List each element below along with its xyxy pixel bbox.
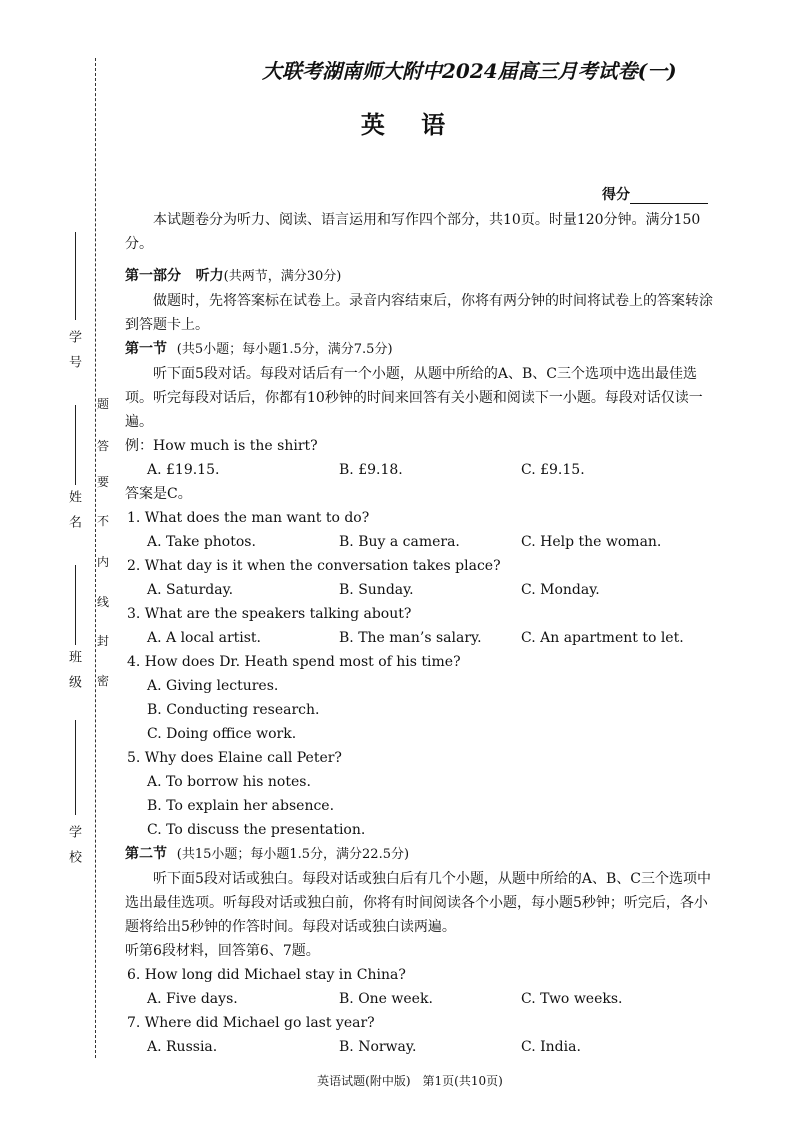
question-1-options [125,530,715,554]
seal-char: 答 [97,439,110,453]
exam-title: 大联考湖南师大附中2024届高三月考试卷(一) [262,59,677,83]
option-a: A. £19.15. [147,462,220,478]
question-6: 6. How long did Michael stay in China? [127,967,406,983]
part1-note: (共两节，满分30分) [223,269,342,284]
seal-char: 密 [97,674,110,688]
question-2: 2. What day is it when the conversation takes place? [127,558,501,574]
question-6-options [125,987,715,1011]
question-7-options [125,1035,715,1059]
score-box [602,184,708,204]
option-c: C. India. [521,1039,581,1055]
part1-title: 听力 [195,268,224,284]
seal-char: 题 [97,397,110,411]
option-a: A. Five days. [147,991,238,1007]
option-a: A. Saturday. [147,582,234,598]
option-a: A. A local artist. [147,630,261,646]
section1-instruction: 听下面5段对话。每段对话后有一个小题，从题中所给的A、B、C三个选项中选出最佳选项。听完每段对话后，你都有10秒钟的时间来回答有关小题和阅读下一小题。每段对话仅读一遍。 [125,366,703,430]
name-line [75,405,76,485]
class-line [75,565,76,645]
section1-heading [125,337,715,362]
question-3-options [125,626,715,650]
page-footer: 英语试题(附中版) 第1页(共10页) [317,1074,503,1088]
example-options [125,458,715,482]
section1-note: (共5小题；每小题1.5分，满分7.5分) [176,342,393,357]
part1-label: 第一部分 [125,268,181,284]
option-c: C. Doing office work. [147,726,297,742]
class-label: 班 级 [66,650,81,693]
intro-text: 本试题卷分为听力、阅读、语言运用和写作四个部分，共10页。时量120分钟。满分150分。 [125,212,701,252]
score-blank[interactable] [630,189,708,204]
question-4: 4. How does Dr. Heath spend most of his time? [127,654,461,670]
option-b: B. Norway. [339,1039,417,1055]
option-a: A. Take photos. [147,534,256,550]
option-b: B. Sunday. [339,582,414,598]
option-b: B. To explain her absence. [147,798,335,814]
option-a: A. Russia. [147,1039,218,1055]
section2-instruction: 听下面5段对话或独白。每段对话或独白后有几个小题，从题中所给的A、B、C三个选项中选出最佳选项。听每段对话或独白前，你将有时间阅读各个小题，每小题5秒钟；听完后，各小题将给出5秒钟的作答时间。每段对话或独白读两遍。 [125,871,712,935]
part1-instruction: 做题时，先将答案标在试卷上。录音内容结束后，你将有两分钟的时间将试卷上的答案转涂到答题卡上。 [125,293,713,333]
seal-char: 线 [97,595,110,609]
option-c: C. Two weeks. [521,991,623,1007]
option-c: C. To discuss the presentation. [147,822,366,838]
option-b: B. Conducting research. [147,702,320,718]
name-label: 姓 名 [66,490,81,533]
student-id-line [75,232,76,320]
example-question: 例：How much is the shirt? [125,438,318,454]
option-c: C. Monday. [521,582,600,598]
example-answer: 答案是C。 [125,486,192,502]
student-id-label: 学 号 [66,330,81,373]
seal-line [95,58,96,1058]
option-b: B. The man’s salary. [339,630,482,646]
section2-heading [125,842,715,867]
seal-char: 封 [97,634,110,648]
option-b: B. £9.18. [339,462,403,478]
question-5: 5. Why does Elaine call Peter? [127,750,342,766]
section1-label: 第一节 [125,341,167,357]
question-3: 3. What are the speakers talking about? [127,606,412,622]
question-2-options [125,578,715,602]
section2-note: (共15小题；每小题1.5分，满分22.5分) [176,847,410,862]
section2-label: 第二节 [125,846,167,862]
seal-char: 内 [97,555,110,569]
question-1: 1. What does the man want to do? [127,510,370,526]
exam-content [125,208,715,1059]
option-c: C. An apartment to let. [521,630,684,646]
seal-char: 不 [97,514,110,528]
binding-gutter [0,0,120,1123]
option-b: B. Buy a camera. [339,534,460,550]
question-7: 7. Where did Michael go last year? [127,1015,375,1031]
option-c: C. £9.15. [521,462,585,478]
option-c: C. Help the woman. [521,534,662,550]
part1-heading [125,264,715,289]
subject-title: 英 语 [360,110,460,139]
seal-char: 要 [97,475,110,489]
option-b: B. One week. [339,991,433,1007]
school-line [75,720,76,815]
option-a: A. To borrow his notes. [147,774,311,790]
option-a: A. Giving lectures. [147,678,279,694]
school-label: 学 校 [66,825,81,868]
material-note: 听第6段材料，回答第6、7题。 [125,943,320,959]
score-label: 得分 [602,187,630,203]
